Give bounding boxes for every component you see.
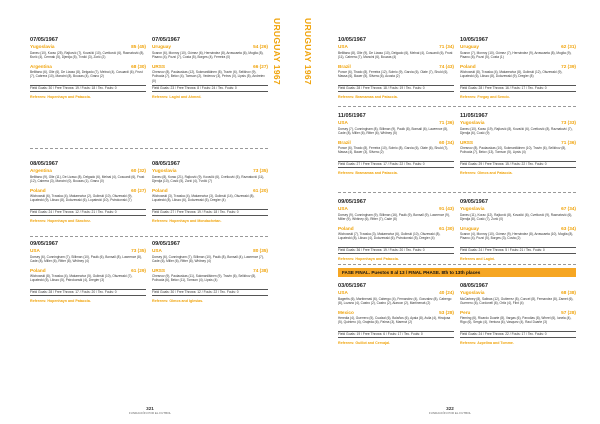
team-score: 72 (39): [561, 63, 576, 69]
match-card: [152, 240, 268, 326]
team-line: [460, 64, 576, 71]
team-line: [460, 206, 576, 213]
match-stats: Field Goals: 27 / Free Throws: 17 / Fouls: 22 / Tec. Fouls: 0: [338, 161, 454, 168]
referees: Referees and Lagini.: [460, 257, 496, 261]
team-name: Poland: [30, 267, 46, 273]
player-list: McCartney (8), Salinas (12), Gutierrez (8), Concel (8), Fernandez (8), Zamet (6), Guerrero (6), Cordonell (6), Ortiz (4), Flint (4): [460, 296, 574, 305]
team-score: 63 (34): [561, 225, 576, 231]
team-line: [338, 140, 454, 147]
separator-line: [338, 106, 576, 107]
referees: Referees: Bramamas and Pataccia.: [338, 171, 398, 175]
team-name: Poland: [460, 63, 476, 69]
player-list: Wichowski (8), Trzaska (4), Makarewicz (8), Gulinski (12), Olszewski (9), Lopatecki (6), Likszo (8), Dolczewski (9), Dregier (8): [460, 70, 563, 79]
team-name: Uruguay: [460, 225, 480, 231]
referees: Referees: Hopenhayn and Pataccia.: [30, 95, 91, 99]
side-title: URUGUAY 1967: [272, 18, 282, 85]
team-line: [152, 248, 268, 255]
player-list: Bagerits (6), Martinenaš (6), Cabergo (4), Fernandez (4), Gonzalez (8), Cabergo (8), Lozano (4), Castro (2), Castro (2), Alarcon (2), Martinenaš (2): [338, 296, 452, 305]
referees: Referees: Olmos and Pataccia.: [460, 171, 513, 175]
team-name: USA: [338, 290, 348, 295]
match-date: 11/05/1967: [460, 113, 488, 119]
player-list: Daneu (10), Korac (19), Rajković (8), Kovačić (6), Cvetković (8), Raznatović (7), Djerdja (6), Cosić (9): [460, 126, 573, 135]
match-stats: Field Goals: 24 / Free Throws: 22 / Fouls: 17 / Tec. Fouls: 0: [460, 331, 576, 338]
team-score: 71 (34): [439, 44, 454, 49]
player-list: Dorsey (6), Cunningham (7), Silliman (10), Paulk (6), Bonsall (8), Lawrence (8), Cade (8), Miller (6), Ritter (8), Whitney (4): [30, 254, 142, 263]
team-line: [338, 206, 454, 213]
team-name: Yugoslavia: [460, 206, 485, 211]
team-name: Poland: [30, 187, 46, 193]
team-line: [152, 268, 268, 275]
team-name: URSS: [460, 139, 474, 145]
team-score: 61 (20): [253, 187, 268, 193]
team-score: 71 (36): [561, 139, 576, 145]
team-name: Poland: [338, 225, 354, 231]
team-name: Uruguay: [152, 44, 172, 49]
team-score: 67 (34): [561, 206, 576, 211]
referees: Referees: Guillot and Cervajal.: [338, 341, 391, 345]
referees: Referees: Bramamas and Pataccia.: [338, 95, 398, 99]
match-card: [338, 282, 454, 368]
team-score: 74 (38): [253, 267, 268, 273]
player-list: Ponce (6), Tirado (8), Ferreira (10), Sobrio (8), Garcia (6), Olate (6), Shuld (7), Massa (4), Bauer (3), Silvera (2): [338, 146, 449, 155]
team-name: URSS: [152, 267, 166, 273]
match-date: 09/05/1967: [460, 199, 488, 205]
player-list: Dorsey (6), Cunningham (7), Silliman (10), Paulk (8), Bonsall (4), Lawrence (7), Cade (6), Miller (6), Ritter (8), Whitney (4): [152, 254, 264, 263]
separator-line: [338, 192, 576, 193]
team-name: Argentina: [30, 168, 52, 173]
match-card: [30, 160, 146, 246]
team-line: [30, 168, 146, 175]
team-name: USA: [338, 44, 348, 49]
team-name: Mexico: [338, 309, 354, 315]
team-name: USA: [338, 206, 348, 211]
team-score: 66 (27): [253, 63, 268, 69]
player-list: Dorsey (9), Cunningham (9), Silliman (16), Paulk (9), Bonsall (9), Lawrence (9), Miller (9), Whitney (6), Ritter (7), Cade (8): [338, 212, 450, 221]
side-title: URUGUAY 1967: [303, 18, 313, 85]
player-list: Chesnov (8), Paulauskas (12), Sukmaniläinen (8), Travin (6), Selikhov (9), Polivoda (7), Belov (4), Tomson (2), Vedenov (3), Petrov (0), Lipsis (5), Andreiev (0): [152, 70, 265, 83]
referees: Referees: Hopenhayn and Pataccia.: [338, 257, 399, 261]
team-score: 61 (30): [439, 225, 454, 231]
player-list: Chesnov (8), Paulauskas (10), Sukmaniläinen (10), Travin (6), Selikhov (8), Polivoda (7), Belov (13), Tomson (5), Lipsis (4): [460, 146, 567, 155]
player-list: Dorsey (7), Cunningham (8), Silliman (9), Paulk (8), Bonsall (6), Lawrence (8), Cade (8), Miller (6), Ritter (6), Whitney (5): [338, 126, 449, 135]
match-date: 09/05/1967: [338, 199, 366, 205]
match-date: 10/05/1967: [338, 37, 366, 43]
separator-line: [30, 148, 268, 149]
team-score: 71 (36): [439, 120, 454, 125]
team-score: 60 (34): [439, 139, 454, 145]
page-number: 321: [146, 406, 154, 411]
team-name: URSS: [152, 63, 166, 69]
player-list: Wichowski (3), Trzaska (4), Makarewicz (3), Gulinski (14), Olszewski (8), Lopatecki (8), Likszo (6), Dolczewski (5), Dregier (4): [152, 194, 255, 203]
player-list: Wichowski (8), Trzaska (4), Makarewicz (5), Gulinski (10), Olszewski (7), Lopatecki (5), Likszo (5), Pstrokonski (4), Dregier (3): [30, 274, 133, 283]
team-score: 74 (43): [439, 63, 454, 69]
match-card: [30, 36, 146, 122]
team-line: [338, 290, 454, 297]
player-list: Ponce (6), Tirado (8), Ferreira (12), Sobrio (9), Garcia (6), Olate (7), Shuld (6), Massa (6), Bauer (5), Silvera (6), Acosta (2): [338, 70, 449, 79]
team-name: Uruguay: [460, 44, 480, 49]
page-footer: [420, 406, 480, 415]
referees: Referees: Hopenhayn and Sánchez.: [30, 219, 91, 223]
match-card: [460, 112, 576, 198]
team-line: [30, 268, 146, 275]
match-date: 11/05/1967: [338, 113, 366, 119]
phase-banner: FASE FINAL. Puestos 8 al 13 / FINAL PHASE. 8th to 13th places: [338, 268, 576, 277]
team-score: 68 (38): [561, 290, 576, 295]
team-line: [30, 188, 146, 195]
match-date: 03/05/1967: [338, 283, 366, 289]
referees: Referees: Azpelina and Tomme.: [460, 341, 514, 345]
team-name: Yugoslavia: [460, 290, 485, 295]
team-line: [460, 140, 576, 147]
team-score: 54 (26): [253, 44, 268, 49]
match-stats: Field Goals: 23 / Free Throws: 8 / Fouls: 24 / Tec. Fouls: 0: [152, 85, 268, 92]
match-card: [338, 36, 454, 122]
player-list: Scaron (7), Monroy (10), Gómez (7), Hernández (9), Arrascaeta (8), Moglia (9), Pisano (6), Pozzi (5), Costa (1): [460, 50, 572, 59]
team-name: Argentina: [30, 63, 52, 69]
match-stats: Field Goals: 24 / Free Throws: 12 / Fouls: 21 / Tec. Fouls: 0: [30, 209, 146, 216]
publisher: FUNDACIÓN POR EL FUTBOL: [428, 411, 472, 415]
referees: Referees: Fregay and Sencic.: [460, 95, 511, 99]
team-score: 53 (28): [439, 309, 454, 315]
team-line: [152, 44, 268, 51]
team-score: 40 (24): [439, 290, 454, 295]
team-name: Yugoslavia: [152, 168, 177, 173]
match-card: [460, 198, 576, 284]
team-name: USA: [30, 248, 40, 253]
player-list: Scaron (4), Monroy (10), Gómez (9), Hernández (8), Arrascaeta (10), Moglia (8), Pisano (4), Pozzi (5), Borges (3), Costa (2): [460, 232, 574, 241]
match-card: [152, 36, 268, 122]
team-name: Yugoslavia: [30, 44, 55, 49]
player-list: Bellitano (8), Olle (9), De Lizaso (10), Delgado (6), Melnai (4), Cosuardi (6), Frust (11), Cabrera (7), Mancini (6), Bouzas (4): [338, 50, 453, 59]
player-list: Daneu (10), Korac (25), Rajković (7), Kovačić (10), Cvetković (6), Raznatović (8), Đurić (4), Cermak (5), Djerdja (5), Tvrdić (3), Zorić (2): [30, 50, 145, 59]
team-score: 73 (33): [561, 120, 576, 125]
team-score: 57 (28): [561, 309, 576, 315]
match-stats: Field Goals: 27 / Free Throws: 19 / Fouls: 18 / Tec. Fouls: 0: [152, 209, 268, 216]
match-stats: Field Goals: 28 / Free Throws: 18 / Fouls: 19 / Tec. Fouls: 0: [338, 85, 454, 92]
player-list: Heredia (4), Guerrero (5), Cualzal (6), Bolaños (6), Ayala (8), Avila (4), Hinojosa (5), Quintero (4), Grajeda (6), Palma (3), Marenzi (2): [338, 316, 451, 325]
team-score: 91 (43): [439, 206, 454, 211]
match-stats: Field Goals: 30 / Free Throws: 12 / Fouls: 22 / Tec. Fouls: 0: [152, 289, 268, 296]
team-score: 68 (30): [131, 63, 146, 69]
match-stats: Field Goals: 24 / Free Throws: 5 / Fouls: 21 / Tec. Fouls: 0: [460, 247, 576, 254]
match-date: 08/05/1967: [152, 161, 180, 167]
match-card: [338, 198, 454, 284]
team-line: [460, 226, 576, 233]
team-line: [152, 64, 268, 71]
match-stats: Field Goals: 30 / Free Throws: 19 / Fouls: 18 / Tec. Fouls: 0: [30, 85, 146, 92]
match-stats: Field Goals: 28 / Free Throws: 17 / Fouls: 20 / Tec. Fouls: 0: [30, 289, 146, 296]
match-card: [152, 160, 268, 246]
team-name: Peru: [460, 309, 471, 315]
team-score: 73 (35): [253, 168, 268, 173]
player-list: Daneu (8), Korac (21), Rajković (9), Kovačić (6), Cvetković (5), Raznatović (11), Djerdja (10), Cosić (5), Zorić (4), Tvrdić (7): [152, 174, 265, 183]
match-card: [338, 112, 454, 198]
page-footer: [120, 406, 180, 415]
player-list: Bellitano (9), Olle (11), De Lizaso (8), Delgado (6), Melnai (4), Cosuardi (6), Frust (12), Cabrera (3), Mancini (0), Bouzas (1), Grano (0): [30, 174, 145, 183]
match-date: 08/05/1967: [30, 161, 58, 167]
team-line: [338, 44, 454, 51]
team-line: [338, 226, 454, 233]
match-stats: Field Goals: 36 / Free Throws: 19 / Fouls: 20 / Tec. Fouls: 0: [338, 247, 454, 254]
match-card: [460, 36, 576, 122]
match-stats: Field Goals: 28 / Free Throws: 16 / Fouls: 17 / Tec. Fouls: 0: [460, 85, 576, 92]
team-line: [338, 64, 454, 71]
separator-line: [338, 264, 576, 265]
match-date: 08/05/1967: [460, 283, 488, 289]
player-list: Wichowski (6), Trzaska (4), Makarewicz (2), Gulinski (10), Olszewski (9), Lopatecki (9), Likszo (8), Dolczewski (6), Lopatecki (10), Pstrokonski (7): [30, 194, 133, 203]
team-name: Yugoslavia: [460, 120, 485, 125]
team-line: [30, 64, 146, 71]
team-score: 62 (31): [561, 44, 576, 49]
publisher: FUNDACIÓN POR EL FUTBOL: [128, 411, 172, 415]
match-stats: Field Goals: 19 / Free Throws: 6 / Fouls: 17 / Tec. Fouls: 0: [338, 331, 454, 338]
team-name: USA: [338, 120, 348, 125]
team-line: [460, 310, 576, 317]
team-line: [338, 120, 454, 127]
team-score: 60 (32): [131, 168, 146, 173]
team-score: 61 (29): [131, 267, 146, 273]
team-line: [460, 120, 576, 127]
team-line: [30, 248, 146, 255]
player-list: Bellitano (6), Olle (6), De Lizaso (8), Delgado (7), Melnai (4), Cosuardi (6), Frust (7), Cabrera (10), Mancini (8), Bouzas (4), Grano (2): [30, 70, 143, 79]
match-date: 07/05/1967: [30, 37, 58, 43]
team-line: [152, 188, 268, 195]
page-number: 322: [446, 406, 454, 411]
match-date: 10/05/1967: [460, 37, 488, 43]
player-list: Scaron (6), Monroy (10), Gómez (6), Hernández (8), Arrascaeta (6), Moglia (8), Pisano (4), Pozzi (7), Costa (5), Borges (4), Ferreira (0): [152, 50, 264, 59]
team-line: [460, 44, 576, 51]
player-list: Fleming (6), Ricardo Duarte (8), Vargas (6), Parodias (8), Wheel (6), Iunela (4), Rigo (6), Sergio (4), Ventura (6), Vasquez (4), Raul Duarte (3): [460, 316, 572, 325]
match-card: [460, 282, 576, 368]
team-score: 80 (35): [253, 248, 268, 253]
match-card: [30, 240, 146, 326]
referees: Referees: Lagini and Ahmed.: [152, 95, 202, 99]
team-line: [338, 310, 454, 317]
match-date: 07/05/1967: [152, 37, 180, 43]
referees: Referees: Olmos and Iglesias.: [152, 299, 204, 303]
team-line: [152, 168, 268, 175]
team-name: Poland: [152, 187, 168, 193]
referees: Referees: Hopenhayn and Mondachetan.: [152, 219, 222, 223]
referees: Referees: Hopenhayn and Pataccia.: [30, 299, 91, 303]
team-name: Brazil: [338, 139, 351, 145]
player-list: Daneu (11), Korac (12), Rajković (8), Kovačić (6), Cvetković (9), Raznatović (6), Djerdja (8), Cosić (7), Zorić (0): [460, 212, 573, 221]
team-line: [30, 44, 146, 51]
team-name: USA: [152, 248, 162, 253]
team-line: [460, 290, 576, 297]
match-date: 09/05/1967: [152, 241, 180, 247]
match-stats: Field Goals: 29 / Free Throws: 15 / Fouls: 22 / Tec. Fouls: 0: [460, 161, 576, 168]
player-list: Wichowski (7), Trzaska (3), Makarewicz (6), Gulinski (10), Olszewski (8), Lopatecki (8), Likszo (4), Dolczewski (6), Pstrokonski (5), Dregier (4): [338, 232, 441, 241]
match-date: 09/05/1967: [30, 241, 58, 247]
team-score: 60 (27): [131, 187, 146, 193]
team-name: Brazil: [338, 63, 351, 69]
team-score: 85 (45): [131, 44, 146, 49]
separator-line: [30, 236, 268, 237]
team-score: 73 (35): [131, 248, 146, 253]
player-list: Chesnov (9), Paulauskas (11), Sukmaniläinen (9), Travin (6), Selikhov (8), Polivoda (6), Belov (11), Tomson (4), Lipsis (4): [152, 274, 257, 283]
